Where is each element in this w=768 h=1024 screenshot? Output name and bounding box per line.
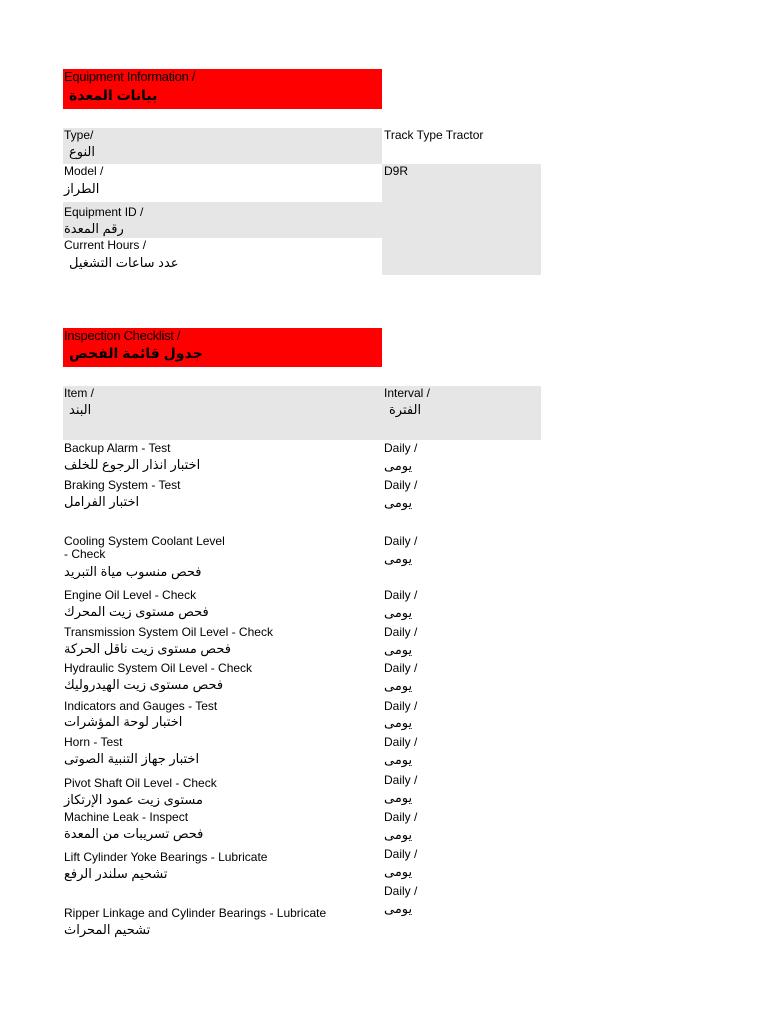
current-hours-label-en: Current Hours / [64,238,147,252]
list-item-interval-ar: يومى [384,605,413,620]
list-item-interval: Daily / [384,441,418,455]
list-item: Braking System - Test [64,478,181,492]
type-row-bg [63,128,382,164]
current-hours-label-ar: عدد ساعات التشغيل [69,255,179,270]
list-item-continuation: - Check [64,547,106,561]
equipment-info-header [63,69,382,109]
list-item: Lift Cylinder Yoke Bearings - Lubricate [64,850,268,864]
list-item: Indicators and Gauges - Test [64,699,218,713]
column-header-bg [63,386,541,440]
list-item-interval-ar: يومى [384,678,413,693]
list-item-interval-ar: يومى [384,458,413,473]
equipment-info-title-ar: بيانات المعدة [69,87,158,103]
type-label-en: Type/ [64,128,94,142]
inspection-checklist-title-ar: جدول قائمة الفحص [69,345,203,361]
equipment-info-title-en: Equipment Information / [64,69,196,84]
list-item-interval: Daily / [384,847,418,861]
list-item-interval-ar: يومى [384,642,413,657]
model-label-ar: الطراز [64,181,100,196]
column-item-ar: البند [69,402,92,417]
list-item: Hydraulic System Oil Level - Check [64,661,253,675]
list-item-interval: Daily / [384,884,418,898]
inspection-checklist-header [63,328,382,367]
list-item-interval: Daily / [384,661,418,675]
list-item-interval: Daily / [384,810,418,824]
list-item-ar: فحص مستوى زيت المحرك [64,604,209,619]
list-item: Horn - Test [64,735,123,749]
type-value: Track Type Tractor [384,128,484,142]
list-item-interval-ar: يومى [384,495,413,510]
type-label-ar: النوع [69,144,95,159]
list-item-interval-ar: يومى [384,551,413,566]
list-item-interval: Daily / [384,478,418,492]
list-item: Backup Alarm - Test [64,441,171,455]
list-item-interval-ar: يومى [384,752,413,767]
list-item-ar: مستوى زيت عمود الإرتكاز [64,792,203,807]
model-value: D9R [384,164,409,178]
list-item-ar: فحص مستوى زيت الهيدروليك [64,677,224,692]
list-item-ar: تشحيم المحراث [64,922,151,937]
value-column-bg [382,164,541,275]
list-item-ar: فحص منسوب مياة التبريد [64,564,202,579]
list-item-interval-ar: يومى [384,790,413,805]
list-item-ar: فحص تسريبات من المعدة [64,826,204,841]
list-item: Ripper Linkage and Cylinder Bearings - Lubricate [64,906,327,920]
column-item-en: Item / [64,386,95,400]
list-item-ar: اختبار انذار الرجوع للخلف [64,457,201,472]
list-item-interval: Daily / [384,699,418,713]
list-item-interval: Daily / [384,588,418,602]
list-item-interval: Daily / [384,773,418,787]
list-item-interval: Daily / [384,735,418,749]
list-item-interval: Daily / [384,534,418,548]
list-item: Pivot Shaft Oil Level - Check [64,776,217,790]
list-item-ar: اختبار لوحة المؤشرات [64,714,183,729]
list-item-interval-ar: يومى [384,827,413,842]
list-item-ar: اختبار جهاز التنبية الصوتى [64,751,200,766]
list-item-interval: Daily / [384,625,418,639]
list-item-ar: تشحيم سلندر الرفع [64,866,168,881]
equipment-id-label-en: Equipment ID / [64,205,144,219]
column-interval-ar: الفترة [389,402,422,417]
list-item-interval-ar: يومى [384,715,413,730]
equipment-id-label-ar: رقم المعدة [64,221,124,236]
list-item-interval-ar: يومى [384,864,413,879]
list-item: Machine Leak - Inspect [64,810,189,824]
column-interval-en: Interval / [384,386,431,400]
list-item: Engine Oil Level - Check [64,588,197,602]
list-item: Transmission System Oil Level - Check [64,625,273,639]
list-item: Cooling System Coolant Level [64,534,225,548]
list-item-interval-ar: يومى [384,901,413,916]
list-item-ar: فحص مستوى زيت ناقل الحركة [64,641,231,656]
list-item-ar: اختبار الفرامل [64,494,140,509]
model-label-en: Model / [64,164,104,178]
inspection-checklist-title-en: Inspection Checklist / [64,328,181,343]
